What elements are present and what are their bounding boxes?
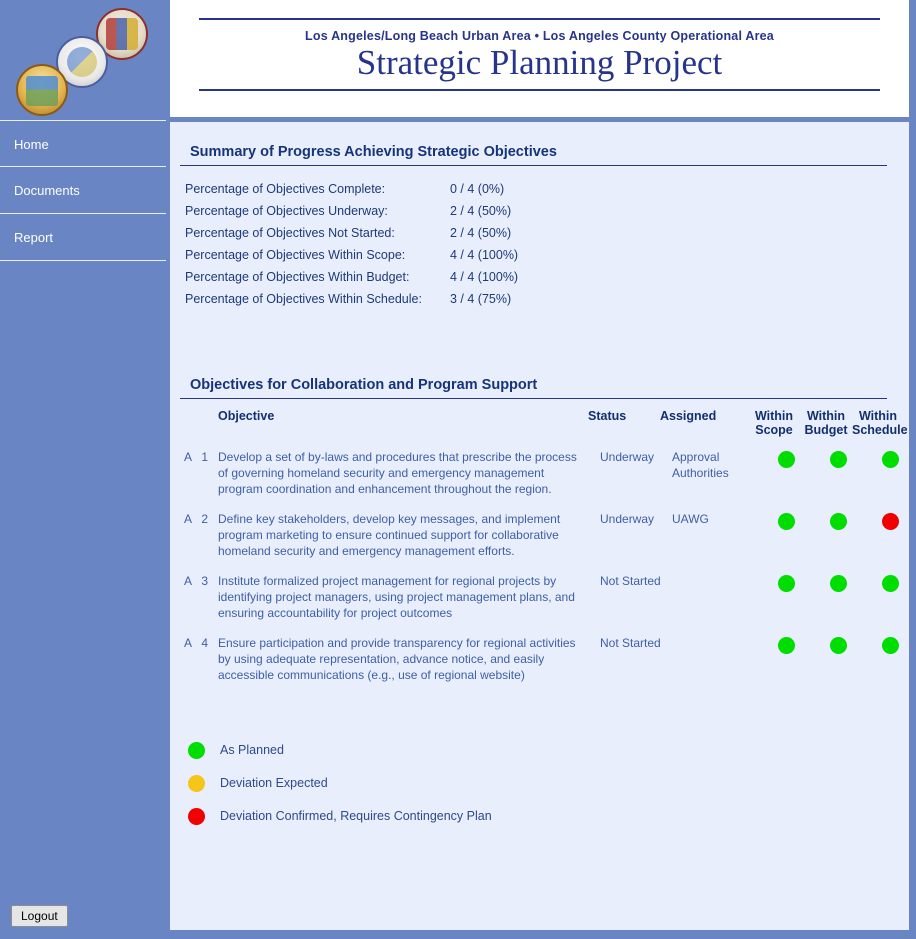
column-header-within-scope-line2: Scope [755,423,793,437]
row-number: 3 [201,574,209,588]
column-header-within-budget-line2: Budget [804,423,848,437]
summary-label: Percentage of Objectives Within Budget: [185,270,410,284]
summary-section-title: Summary of Progress Achieving Strategic Objectives [180,122,887,166]
row-within-budget [812,449,864,497]
row-group: A [184,574,192,588]
row-index [184,573,218,621]
row-group: A [184,512,192,526]
row-number: 4 [201,636,209,650]
status-dot-green-icon [830,451,847,468]
summary-label: Percentage of Objectives Not Started: [185,226,395,240]
row-objective-text: Develop a set of by-laws and procedures that prescribe the process of governing homeland security and emergency management program coordination and enhancement throughout the region. [218,450,577,496]
column-header-within-scope-line1: Within [754,409,794,423]
summary-value: 0 / 4 (0%) [450,182,505,196]
summary-value: 4 / 4 (100%) [450,270,519,284]
column-header-index [184,409,218,437]
row-within-schedule [864,573,909,621]
page-header [170,0,909,117]
legend-label: Deviation Expected [220,775,328,790]
summary-row [185,244,909,266]
legend [184,733,909,832]
row-within-budget [812,573,864,621]
row-objective-text: Ensure participation and provide transparency for regional activities by using adequate representation, advance notice, and easily accessible communications (e.g., use of regional website) [218,636,576,682]
row-objective-text: Institute formalized project management for regional projects by identifying project managers, using project management plans, and ensuring accountability for project outcomes [218,574,575,620]
content-panel [170,122,909,930]
column-header-within-budget [800,409,852,437]
status-dot-red-icon [882,513,899,530]
logout-button[interactable]: Logout [11,905,68,927]
status-dot-green-icon [778,513,795,530]
summary-value: 2 / 4 (50%) [450,204,512,218]
column-header-within-schedule [852,409,908,437]
objectives-section [170,355,909,832]
summary-label: Percentage of Objectives Within Scope: [185,248,406,262]
row-assigned [672,635,760,683]
row-number: 1 [201,450,209,464]
summary-list [180,178,909,310]
row-status: Not Started [600,636,661,650]
sidebar-item-label: Report [14,230,54,245]
status-dot-green-icon [882,451,899,468]
legend-item [184,766,909,799]
row-objective-text: Define key stakeholders, develop key messages, and implement program marketing to ensure continued support for collaborative homeland security and emergency management efforts. [218,512,561,558]
sidebar-item-label: Home [14,137,49,152]
row-within-budget [812,511,864,559]
sidebar-item-documents[interactable] [0,167,166,214]
status-dot-green-icon [882,637,899,654]
status-dot-green-icon [830,575,847,592]
legend-label: As Planned [220,742,284,757]
table-row [184,505,909,567]
long-beach-city-seal-icon [16,64,68,116]
row-status: Underway [600,450,655,464]
sidebar [0,0,166,939]
status-dot-green-icon [778,637,795,654]
row-within-schedule [864,511,909,559]
summary-row [185,178,909,200]
table-row [184,443,909,505]
status-dot-green-icon [830,637,847,654]
header-bottom-rule [199,89,880,91]
legend-item [184,799,909,832]
column-header-status: Status [588,409,627,423]
status-dot-green-icon [778,451,795,468]
status-dot-green-icon [778,575,795,592]
seal-group [0,0,166,120]
row-within-schedule [864,449,909,497]
sidebar-item-report[interactable] [0,214,166,261]
main-area [166,0,916,939]
status-dot-green-icon [188,742,205,759]
row-within-scope [760,511,812,559]
row-index [184,449,218,497]
sidebar-item-label: Documents [14,183,80,198]
summary-label: Percentage of Objectives Complete: [185,182,386,196]
table-row [184,629,909,691]
row-index [184,635,218,683]
status-dot-yellow-icon [188,775,205,792]
summary-row [185,266,909,288]
status-dot-green-icon [882,575,899,592]
legend-label: Deviation Confirmed, Requires Contingency Plan [220,808,492,823]
row-group: A [184,450,192,464]
status-dot-red-icon [188,808,205,825]
row-within-schedule [864,635,909,683]
row-number: 2 [201,512,209,526]
row-status: Not Started [600,574,661,588]
row-within-scope [760,635,812,683]
summary-row [185,288,909,310]
summary-row [185,222,909,244]
objectives-table [180,409,909,691]
row-group: A [184,636,192,650]
summary-row [185,200,909,222]
column-header-assigned: Assigned [660,409,717,423]
column-header-within-schedule-line1: Within [858,409,898,423]
summary-value: 3 / 4 (75%) [450,292,512,306]
legend-item [184,733,909,766]
objectives-section-title: Objectives for Collaboration and Program Support [180,355,887,399]
row-assigned: UAWG [672,512,709,526]
row-within-scope [760,449,812,497]
row-assigned: Approval Authorities [672,450,729,480]
row-status: Underway [600,512,655,526]
column-header-within-schedule-line2: Schedule [852,423,908,437]
row-within-scope [760,573,812,621]
table-header-row [184,409,909,443]
summary-value: 4 / 4 (100%) [450,248,519,262]
table-row [184,567,909,629]
header-subtitle: Los Angeles/Long Beach Urban Area • Los Angeles County Operational Area [305,29,774,43]
summary-label: Percentage of Objectives Underway: [185,204,388,218]
column-header-within-budget-line1: Within [806,409,846,423]
status-dot-green-icon [830,513,847,530]
summary-value: 2 / 4 (50%) [450,226,512,240]
row-index [184,511,218,559]
row-assigned [672,573,760,621]
sidebar-item-home[interactable] [0,120,166,167]
column-header-within-scope [748,409,800,437]
column-header-objective: Objective [218,409,275,423]
row-within-budget [812,635,864,683]
page-title: Strategic Planning Project [356,43,723,82]
summary-label: Percentage of Objectives Within Schedule: [185,292,422,306]
